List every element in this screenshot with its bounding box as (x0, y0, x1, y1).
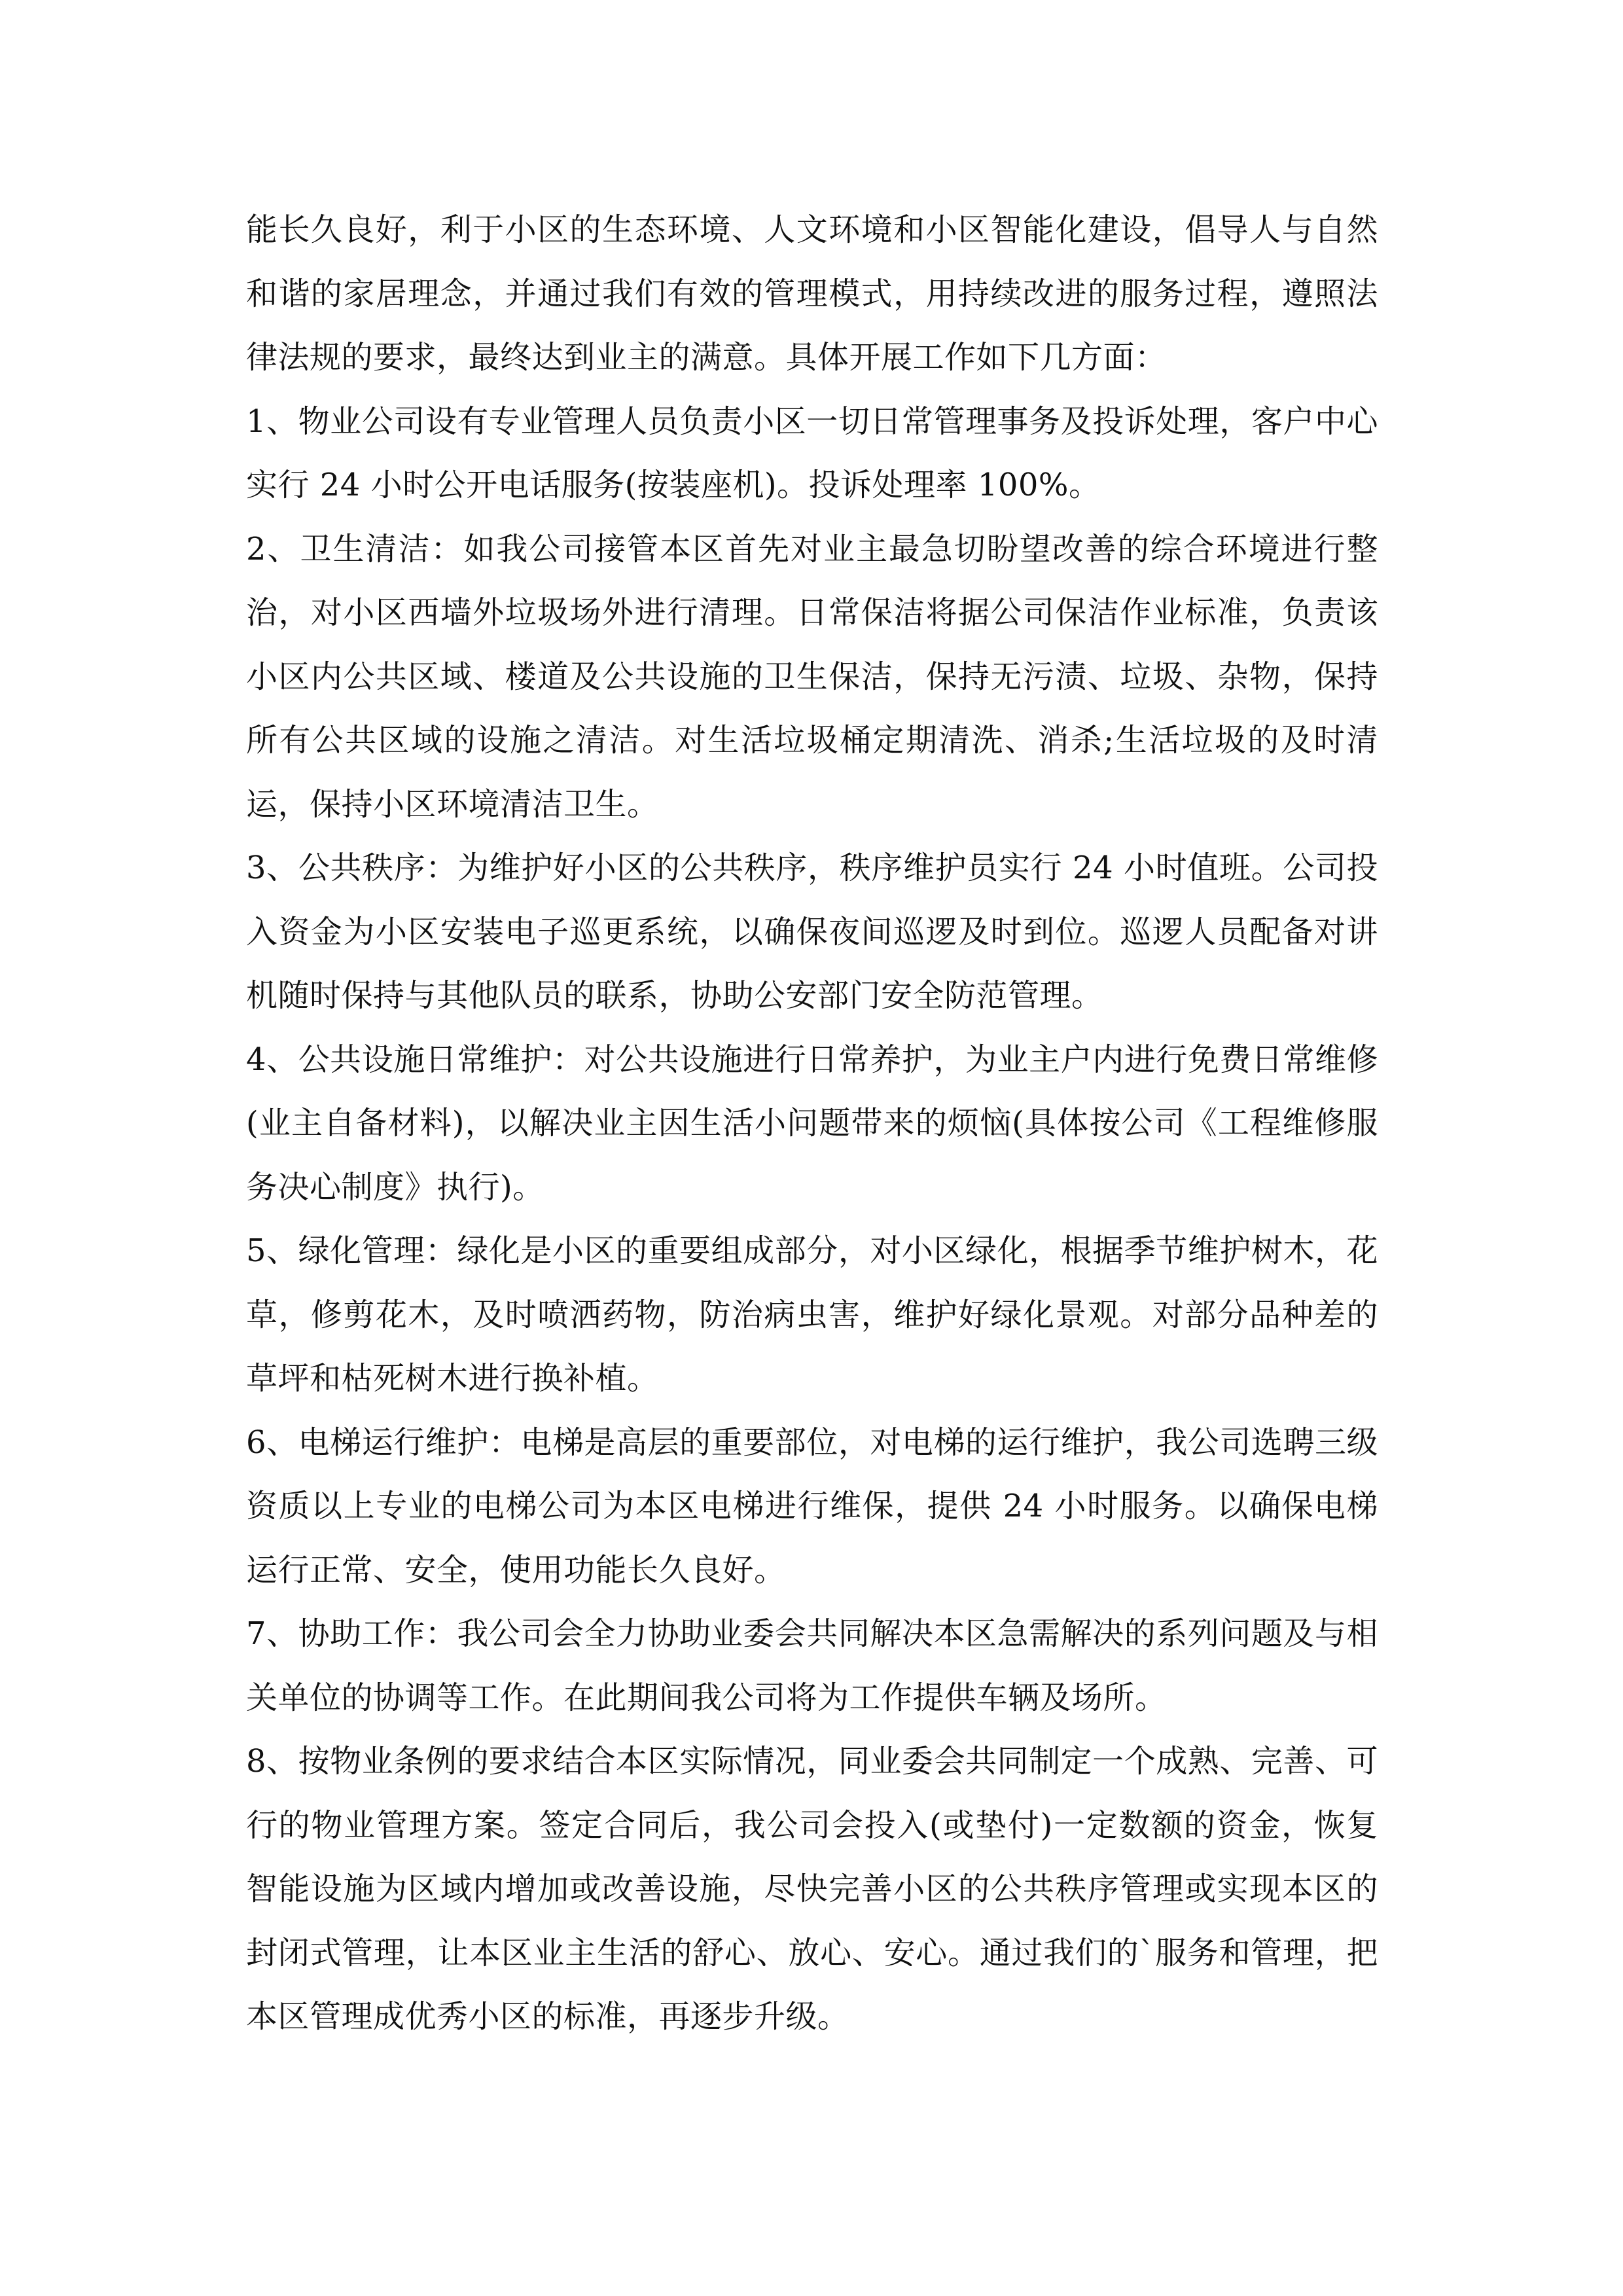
paragraph-item-2: 2、卫生清洁：如我公司接管本区首先对业主最急切盼望改善的综合环境进行整治，对小区西墙外垃圾场外进行清理。日常保洁将据公司保洁作业标准，负责该小区内公共区域、楼道及公共设施的卫生保洁，保持无污渍、垃圾、杂物，保持所有公共区域的设施之清洁。对生活垃圾桶定期清洗、消杀;生活垃圾的及时清运，保持小区环境清洁卫生。 (246, 530, 1378, 823)
paragraph-item-5: 5、绿化管理：绿化是小区的重要组成部分，对小区绿化，根据季节维护树木，花草，修剪花木，及时喷洒药物，防治病虫害，维护好绿化景观。对部分品种差的草坪和枯死树木进行换补植。 (246, 1232, 1378, 1397)
paragraph-item-1: 1、物业公司设有专业管理人员负责小区一切日常管理事务及投诉处理，客户中心实行 24 小时公开电话服务(按装座机)。投诉处理率 100%。 (246, 403, 1378, 503)
paragraph-item-7: 7、协助工作：我公司会全力协助业委会共同解决本区急需解决的系列问题及与相关单位的协调等工作。在此期间我公司将为工作提供车辆及场所。 (246, 1615, 1378, 1716)
paragraph-item-4: 4、公共设施日常维护：对公共设施进行日常养护，为业主户内进行免费日常维修(业主自备材料)，以解决业主因生活小问题带来的烦恼(具体按公司《工程维修服务决心制度》执行)。 (246, 1041, 1378, 1206)
paragraph-item-8: 8、按物业条例的要求结合本区实际情况，同业委会共同制定一个成熟、完善、可行的物业管理方案。签定合同后，我公司会投入(或垫付)一定数额的资金，恢复智能设施为区域内增加或改善设施，尽快完善小区的公共秩序管理或实现本区的封闭式管理，让本区业主生活的舒心、放心、安心。通过我们的`服务和管理，把本区管理成优秀小区的标准，再逐步升级。 (246, 1743, 1378, 2035)
paragraph-intro: 能长久良好，利于小区的生态环境、人文环境和小区智能化建设，倡导人与自然和谐的家居理念，并通过我们有效的管理模式，用持续改进的服务过程，遵照法律法规的要求，最终达到业主的满意。具体开展工作如下几方面： (246, 211, 1378, 376)
paragraph-item-6: 6、电梯运行维护：电梯是高层的重要部位，对电梯的运行维护，我公司选聘三级资质以上专业的电梯公司为本区电梯进行维保，提供 24 小时服务。以确保电梯运行正常、安全，使用功能长久良好。 (246, 1424, 1378, 1588)
document-page (246, 198, 1378, 2049)
paragraph-item-3: 3、公共秩序：为维护好小区的公共秩序，秩序维护员实行 24 小时值班。公司投入资金为小区安装电子巡更系统，以确保夜间巡逻及时到位。巡逻人员配备对讲机随时保持与其他队员的联系，协助公安部门安全防范管理。 (246, 850, 1378, 1014)
